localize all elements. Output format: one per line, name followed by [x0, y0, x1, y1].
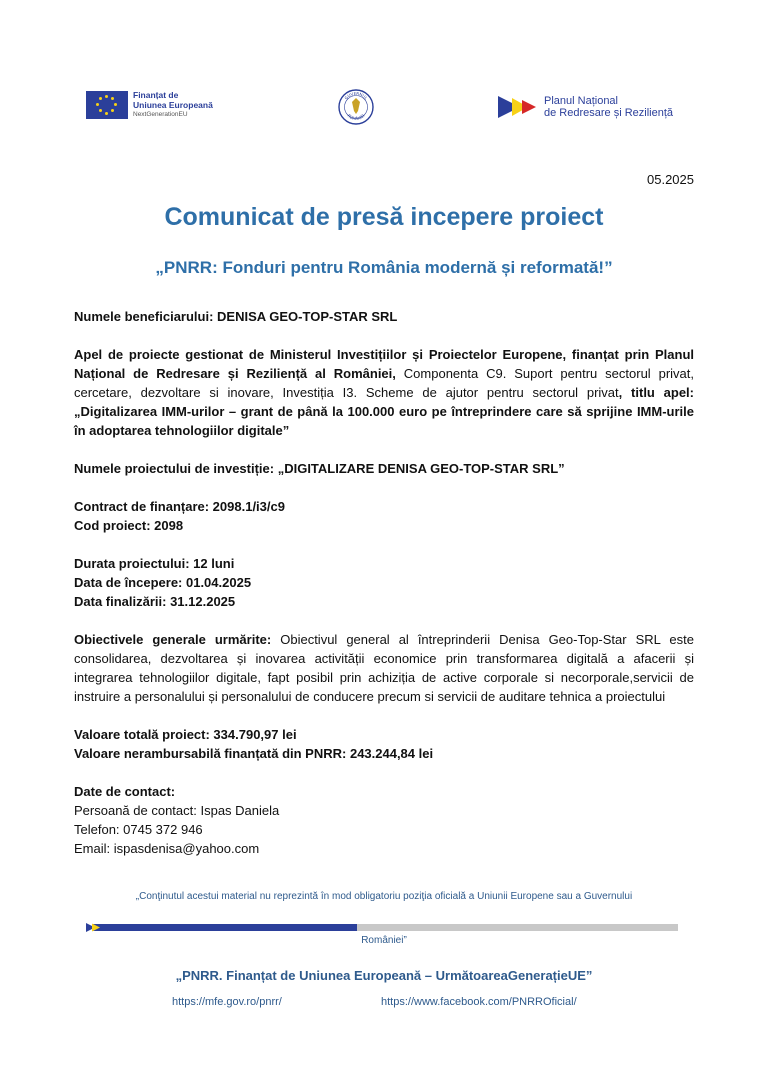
contact-phone: Telefon: 0745 372 946 [74, 822, 203, 837]
beneficiary-name: Numele beneficiarului: DENISA GEO-TOP-STAR SRL [74, 309, 398, 324]
project-duration: Durata proiectului: 12 luni [74, 556, 235, 571]
project-code: Cod proiect: 2098 [74, 518, 184, 533]
start-date: Data de începere: 01.04.2025 [74, 575, 252, 590]
contact-email: Email: ispasdenisa@yahoo.com [74, 841, 260, 856]
eu-logo-line3: NextGenerationEU [133, 111, 188, 118]
footer-slogan: „PNRR. Finanțat de Uniunea Europeană – UrmătoareaGenerațieUE” [175, 968, 593, 983]
footer-arrow-icon [86, 923, 106, 932]
contract-number: Contract de finanțare: 2098.1/i3/c9 [74, 499, 285, 514]
pnrr-logo [498, 95, 673, 119]
objectives-label: Obiectivele generale urmărite: [74, 632, 272, 647]
government-seal-icon [338, 89, 374, 125]
page-subtitle: „PNRR: Fonduri pentru România modernă și reformată!” [155, 258, 613, 277]
page-title: Comunicat de presă incepere proiect [164, 203, 604, 231]
contact-heading: Date de contact: [74, 784, 176, 799]
pnrr-logo-line2: de Redresare și Reziliență [544, 107, 674, 119]
total-value: Valoare totală proiect: 334.790,97 lei [74, 727, 297, 742]
contact-person: Persoană de contact: Ispas Daniela [74, 803, 280, 818]
apel-title: , titlu apel: „Digitalizarea IMM-urilor – grant de până la 100.000 euro pe întreprindere care să sprijine IMM-urile în adoptarea tehnologiilor digitale” [74, 385, 695, 438]
gov-seal-bottom-text: ROMÂNIEI [346, 112, 366, 122]
gov-seal-top-text: GUVERNUL [343, 90, 369, 101]
end-date: Data finalizării: 31.12.2025 [74, 594, 236, 609]
disclaimer-line2: României” [361, 935, 407, 946]
non-refundable-value: Valoare nerambursabilă finanțată din PNRR: 243.244,84 lei [74, 746, 434, 761]
footer-divider-bar [92, 924, 678, 931]
project-name: Numele proiectului de investiție: „DIGITALIZARE DENISA GEO-TOP-STAR SRL” [74, 461, 565, 476]
eu-logo [86, 90, 213, 120]
pnrr-logo-line1: Planul Național [544, 95, 618, 107]
disclaimer-line1: „Conţinutul acestui material nu reprezintă în mod obligatoriu poziţia oficială a Uniunii Europene sau a Guvernului [135, 891, 633, 902]
document-body [74, 307, 694, 858]
eu-flag-icon [86, 91, 128, 119]
apel-bold-part: Apel de proiecte gestionat de Ministerul Investițiilor și Proiectelor Europene, finanțat prin Planul Național de Redresare și Reziliență al României, [74, 347, 694, 381]
pnrr-arrow-icon [498, 96, 540, 118]
eu-logo-line1: Finanțat de [133, 90, 179, 100]
facebook-link[interactable]: https://www.facebook.com/PNRROficial/ [381, 996, 577, 1008]
document-date: 05.2025 [647, 172, 694, 187]
mfe-link[interactable]: https://mfe.gov.ro/pnrr/ [172, 996, 282, 1008]
apel-normal-part: Componenta C9. Suport pentru sectorul privat, cercetare, dezvoltare si inovare, Investiția I3. Scheme de ajutor pentru sectorul privat [74, 366, 694, 400]
objectives-paragraph [74, 630, 694, 706]
eu-logo-line2: Uniunea Europeană [133, 100, 213, 110]
apel-paragraph [74, 345, 694, 440]
objectives-text: Obiectivul general al întreprinderii Denisa Geo-Top-Star SRL este consolidarea, dezvoltarea și inovarea activității economice prin transformarea digitală a afacerii și integrarea tehnologiilor digitale, fapt posibil prin achiziția de active corporale si necorporale,servicii de instruire a personalului și personalului de conducere precum si servicii de auditare tehnica a proiectului [74, 632, 694, 704]
